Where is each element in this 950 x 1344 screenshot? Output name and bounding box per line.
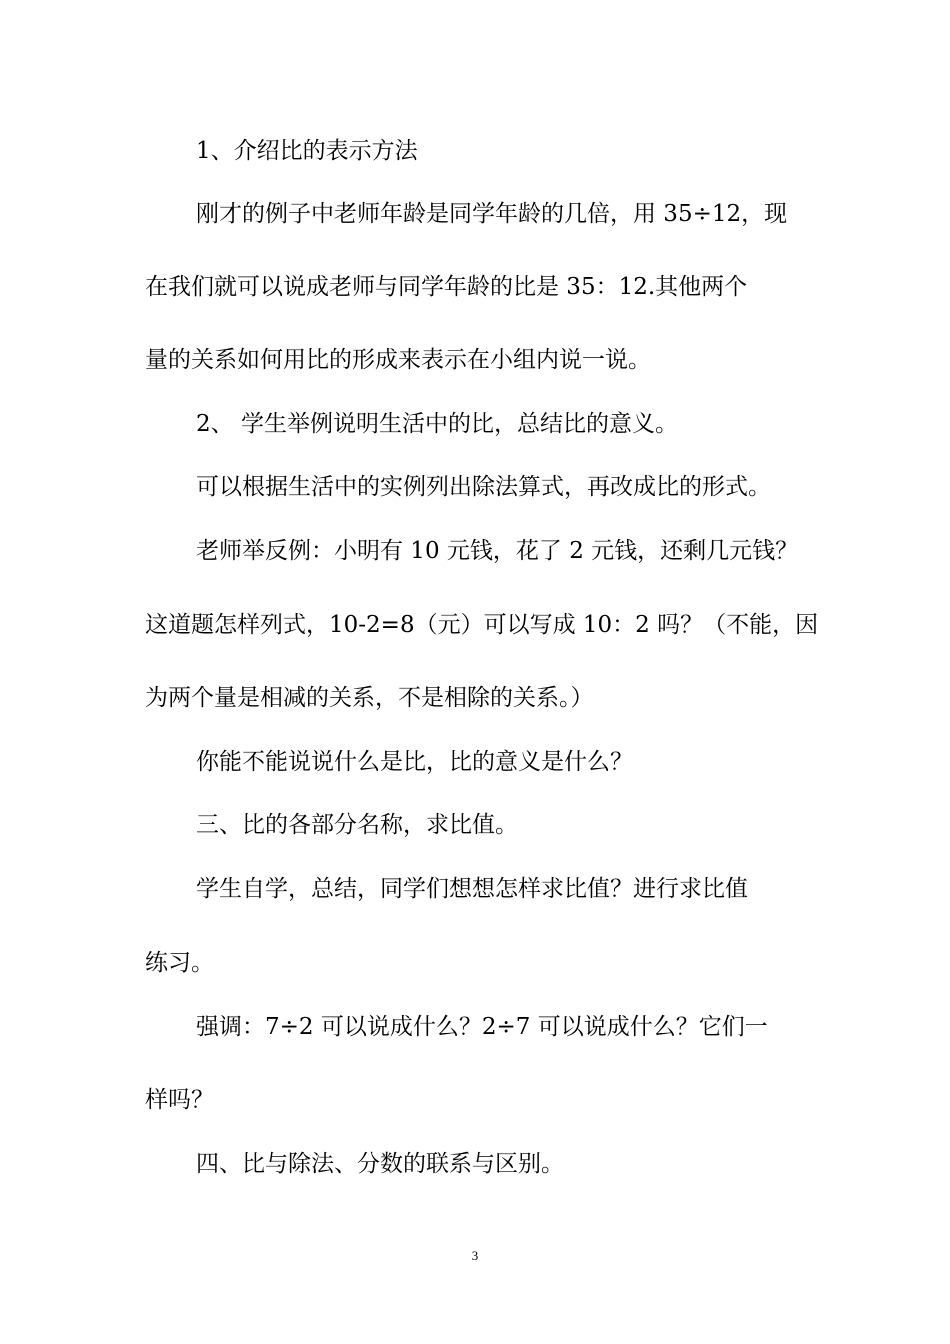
text-line-16: 四、比与除法、分数的联系与区别。 — [196, 1151, 564, 1177]
text-line-6: 可以根据生活中的实例列出除法算式，再改成比的形式。 — [196, 474, 771, 500]
text-line-9: 为两个量是相减的关系，不是相除的关系。） — [145, 685, 594, 711]
text-line-13: 练习。 — [145, 950, 214, 976]
text-line-12: 学生自学，总结，同学们想想怎样求比值？进行求比值 — [196, 876, 748, 902]
text-line-1: 1、介绍比的表示方法 — [196, 138, 418, 164]
text-line-10: 你能不能说说什么是比，比的意义是什么？ — [196, 749, 633, 775]
text-line-14: 强调：7÷2 可以说成什么？2÷7 可以说成什么？它们一 — [196, 1014, 768, 1040]
page-number: 3 — [471, 1248, 479, 1263]
text-line-15: 样吗？ — [145, 1087, 214, 1113]
text-line-3: 在我们就可以说成老师与同学年龄的比是 35：12.其他两个 — [145, 274, 748, 300]
text-line-7: 老师举反例：小明有 10 元钱，花了 2 元钱，还剩几元钱？ — [196, 538, 799, 564]
text-line-11: 三、比的各部分名称，求比值。 — [196, 812, 518, 838]
text-line-2: 刚才的例子中老师年龄是同学年龄的几倍，用 35÷12，现 — [196, 201, 788, 227]
text-line-4: 量的关系如何用比的形成来表示在小组内说一说。 — [145, 347, 651, 373]
text-line-8: 这道题怎样列式，10-2=8（元）可以写成 10：2 吗？（不能，因 — [145, 612, 819, 638]
text-line-5: 2、 学生举例说明生活中的比，总结比的意义。 — [196, 411, 678, 437]
